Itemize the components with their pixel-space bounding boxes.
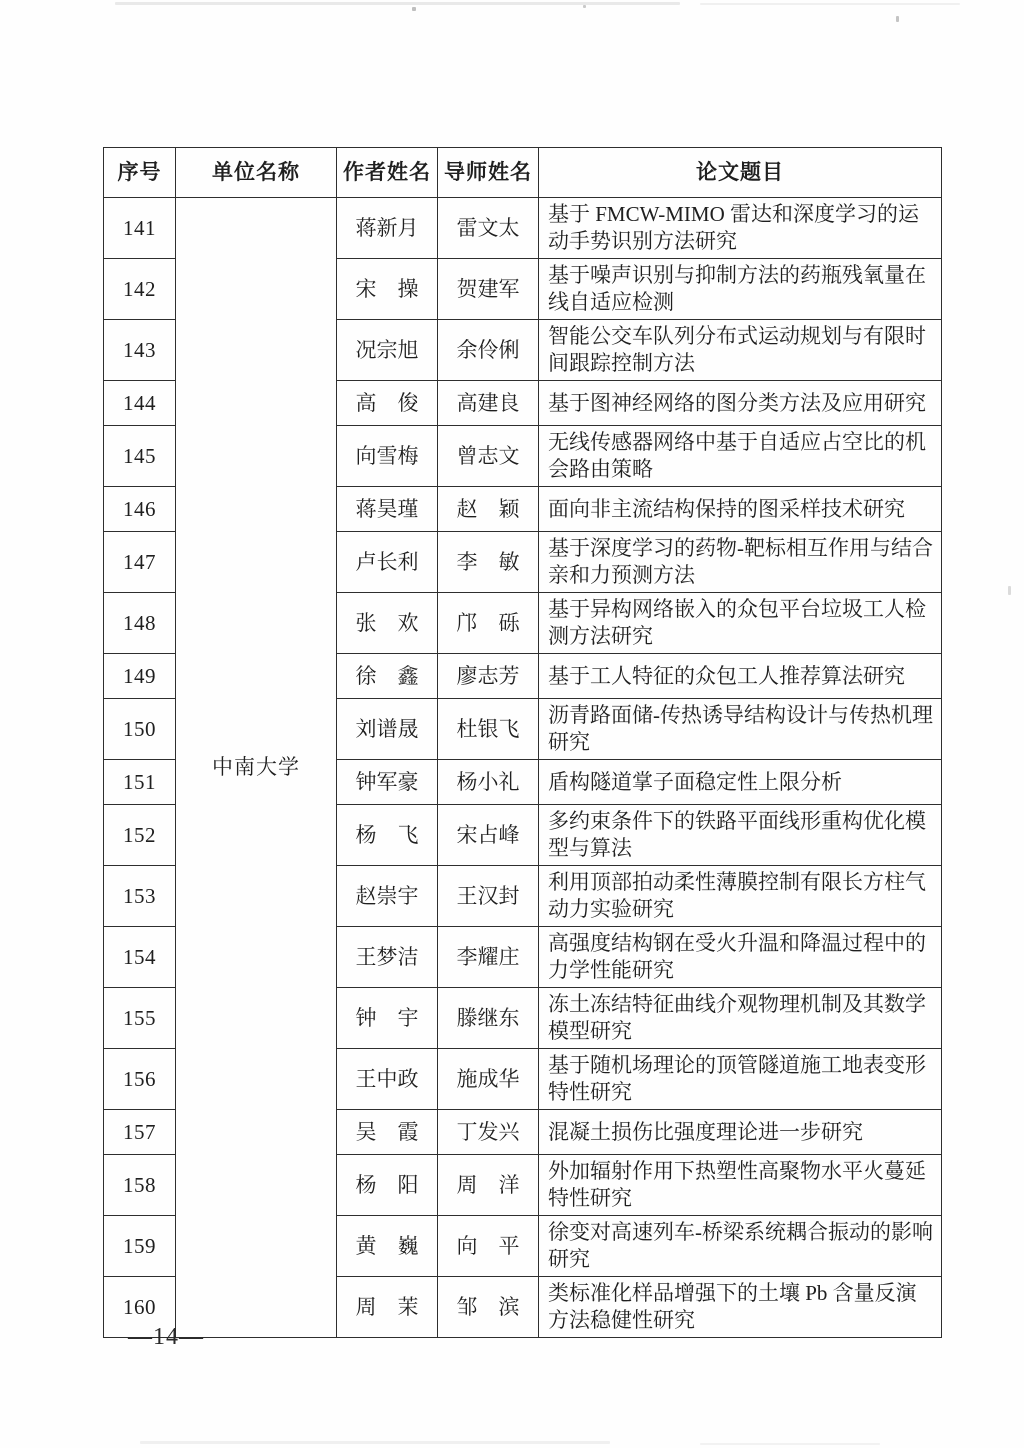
author-name-cell: 刘谱晟 — [337, 699, 438, 760]
author-name-cell: 高 俊 — [337, 381, 438, 426]
advisor-name-cell: 余伶俐 — [438, 320, 539, 381]
row-number-cell: 152 — [104, 805, 176, 866]
advisor-name-cell: 高建良 — [438, 381, 539, 426]
advisor-name-cell: 杨小礼 — [438, 760, 539, 805]
row-number-cell: 150 — [104, 699, 176, 760]
row-number-cell: 141 — [104, 198, 176, 259]
advisor-name-cell: 施成华 — [438, 1049, 539, 1110]
column-header-advisor: 导师姓名 — [438, 148, 539, 198]
thesis-title-cell: 基于深度学习的药物-靶标相互作用与结合亲和力预测方法 — [539, 532, 942, 593]
row-number-cell: 146 — [104, 487, 176, 532]
author-name-cell: 周 茉 — [337, 1277, 438, 1338]
author-name-cell: 向雪梅 — [337, 426, 438, 487]
advisor-name-cell: 丁发兴 — [438, 1110, 539, 1155]
row-number-cell: 147 — [104, 532, 176, 593]
column-header-university: 单位名称 — [176, 148, 337, 198]
advisor-name-cell: 邹 滨 — [438, 1277, 539, 1338]
row-number-cell: 159 — [104, 1216, 176, 1277]
column-header-title: 论文题目 — [539, 148, 942, 198]
author-name-cell: 钟 宇 — [337, 988, 438, 1049]
advisor-name-cell: 滕继东 — [438, 988, 539, 1049]
thesis-title-cell: 外加辐射作用下热塑性高聚物水平火蔓延特性研究 — [539, 1155, 942, 1216]
thesis-title-cell: 基于工人特征的众包工人推荐算法研究 — [539, 654, 942, 699]
thesis-list-table — [103, 147, 942, 1338]
author-name-cell: 王梦洁 — [337, 927, 438, 988]
thesis-title-cell: 面向非主流结构保持的图采样技术研究 — [539, 487, 942, 532]
table-body — [104, 198, 942, 1338]
row-number-cell: 151 — [104, 760, 176, 805]
scan-artifact — [896, 16, 899, 22]
advisor-name-cell: 宋占峰 — [438, 805, 539, 866]
row-number-cell: 156 — [104, 1049, 176, 1110]
advisor-name-cell: 李 敏 — [438, 532, 539, 593]
row-number-cell: 142 — [104, 259, 176, 320]
author-name-cell: 张 欢 — [337, 593, 438, 654]
advisor-name-cell: 李耀庄 — [438, 927, 539, 988]
column-header-serial: 序号 — [104, 148, 176, 198]
advisor-name-cell: 杜银飞 — [438, 699, 539, 760]
thesis-title-cell: 类标准化样品增强下的土壤 Pb 含量反演方法稳健性研究 — [539, 1277, 942, 1338]
author-name-cell: 王中政 — [337, 1049, 438, 1110]
advisor-name-cell: 曾志文 — [438, 426, 539, 487]
row-number-cell: 154 — [104, 927, 176, 988]
thesis-title-cell: 基于 FMCW-MIMO 雷达和深度学习的运动手势识别方法研究 — [539, 198, 942, 259]
row-number-cell: 143 — [104, 320, 176, 381]
advisor-name-cell: 雷文太 — [438, 198, 539, 259]
thesis-title-cell: 沥青路面储-传热诱导结构设计与传热机理研究 — [539, 699, 942, 760]
author-name-cell: 徐 鑫 — [337, 654, 438, 699]
author-name-cell: 钟军豪 — [337, 760, 438, 805]
table-header-row — [104, 148, 942, 198]
row-number-cell: 158 — [104, 1155, 176, 1216]
university-cell: 中南大学 — [176, 198, 337, 1338]
scan-artifact — [140, 1441, 610, 1444]
advisor-name-cell: 邝 砾 — [438, 593, 539, 654]
scan-artifact — [1008, 586, 1011, 595]
advisor-name-cell: 周 洋 — [438, 1155, 539, 1216]
column-header-author: 作者姓名 — [337, 148, 438, 198]
row-number-cell: 155 — [104, 988, 176, 1049]
author-name-cell: 宋 操 — [337, 259, 438, 320]
scan-artifact — [700, 1443, 880, 1445]
thesis-title-cell: 无线传感器网络中基于自适应占空比的机会路由策略 — [539, 426, 942, 487]
thesis-title-cell: 冻土冻结特征曲线介观物理机制及其数学模型研究 — [539, 988, 942, 1049]
author-name-cell: 卢长利 — [337, 532, 438, 593]
author-name-cell: 蒋昊瑾 — [337, 487, 438, 532]
author-name-cell: 杨 飞 — [337, 805, 438, 866]
thesis-title-cell: 智能公交车队列分布式运动规划与有限时间跟踪控制方法 — [539, 320, 942, 381]
author-name-cell: 黄 巍 — [337, 1216, 438, 1277]
thesis-title-cell: 基于图神经网络的图分类方法及应用研究 — [539, 381, 942, 426]
row-number-cell: 149 — [104, 654, 176, 699]
advisor-name-cell: 向 平 — [438, 1216, 539, 1277]
row-number-cell: 144 — [104, 381, 176, 426]
advisor-name-cell: 王汉封 — [438, 866, 539, 927]
scan-artifact — [115, 2, 680, 5]
thesis-title-cell: 徐变对高速列车-桥梁系统耦合振动的影响研究 — [539, 1216, 942, 1277]
row-number-cell: 148 — [104, 593, 176, 654]
row-number-cell: 157 — [104, 1110, 176, 1155]
thesis-title-cell: 基于异构网络嵌入的众包平台垃圾工人检测方法研究 — [539, 593, 942, 654]
row-number-cell: 160 — [104, 1277, 176, 1338]
thesis-title-cell: 基于噪声识别与抑制方法的药瓶残氧量在线自适应检测 — [539, 259, 942, 320]
thesis-title-cell: 高强度结构钢在受火升温和降温过程中的力学性能研究 — [539, 927, 942, 988]
scan-artifact — [412, 7, 416, 11]
author-name-cell: 蒋新月 — [337, 198, 438, 259]
advisor-name-cell: 贺建军 — [438, 259, 539, 320]
author-name-cell: 吴 霞 — [337, 1110, 438, 1155]
page-number: —14— — [128, 1324, 204, 1350]
author-name-cell: 况宗旭 — [337, 320, 438, 381]
row-number-cell: 153 — [104, 866, 176, 927]
scan-artifact — [583, 5, 586, 8]
advisor-name-cell: 赵 颖 — [438, 487, 539, 532]
author-name-cell: 赵崇宇 — [337, 866, 438, 927]
row-number-cell: 145 — [104, 426, 176, 487]
thesis-title-cell: 多约束条件下的铁路平面线形重构优化模型与算法 — [539, 805, 942, 866]
author-name-cell: 杨 阳 — [337, 1155, 438, 1216]
advisor-name-cell: 廖志芳 — [438, 654, 539, 699]
thesis-title-cell: 利用顶部拍动柔性薄膜控制有限长方柱气动力实验研究 — [539, 866, 942, 927]
scan-artifact — [700, 3, 960, 5]
table-row — [104, 198, 942, 259]
thesis-title-cell: 基于随机场理论的顶管隧道施工地表变形特性研究 — [539, 1049, 942, 1110]
thesis-title-cell: 盾构隧道掌子面稳定性上限分析 — [539, 760, 942, 805]
thesis-title-cell: 混凝土损伤比强度理论进一步研究 — [539, 1110, 942, 1155]
